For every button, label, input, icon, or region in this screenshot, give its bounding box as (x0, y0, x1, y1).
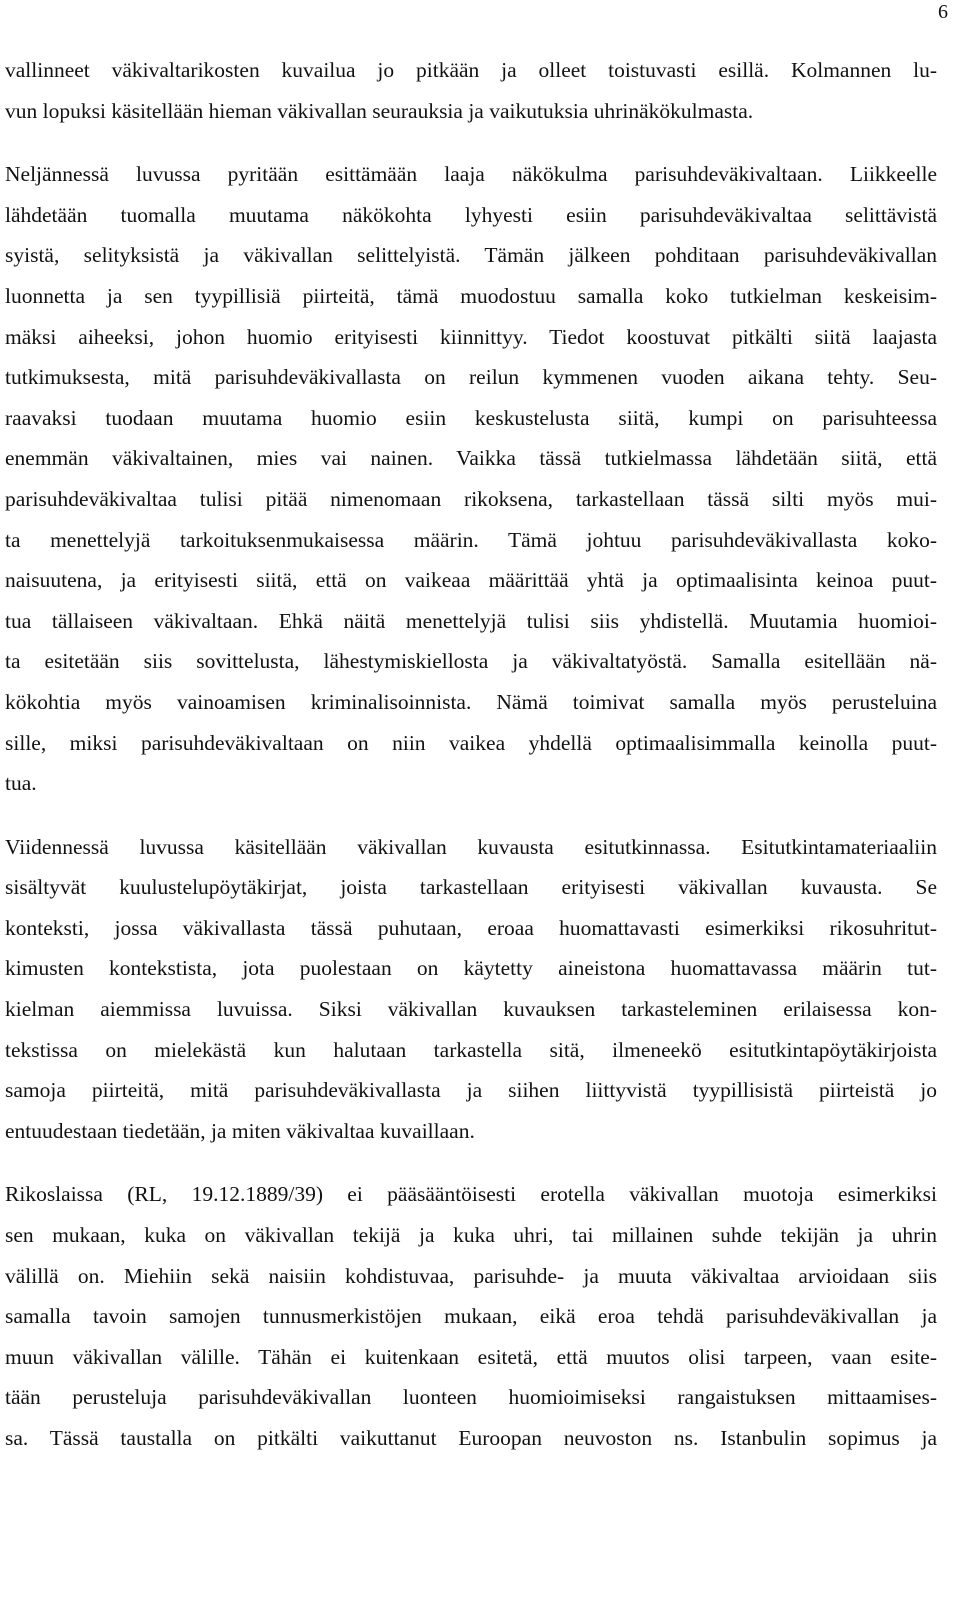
text-line: ta esitetään siis sovittelusta, lähestymiskiellosta ja väkivaltatyöstä. Samalla esitellään nä- (5, 649, 937, 674)
text-line: konteksti, jossa väkivallasta tässä puhutaan, eroaa huomattavasti esimerkiksi rikosuhritut- (5, 915, 937, 940)
text-line: tään perusteluja parisuhdeväkivallan luonteen huomioimiseksi rangaistuksen mittaamises- (5, 1385, 937, 1410)
paragraph-gap (5, 1151, 937, 1174)
text-line: raavaksi tuodaan muutama huomio esiin keskustelusta siitä, kumpi on parisuhteessa (5, 405, 937, 430)
text-line: kökohtia myös vainoamisen kriminalisoinnista. Nämä toimivat samalla myös perusteluina (5, 689, 937, 714)
text-line: kimusten kontekstista, jota puolestaan on käytetty aineistona huomattavassa määrin tut- (5, 956, 937, 981)
document-body (5, 50, 937, 1459)
paragraph (5, 1174, 937, 1458)
text-line: Neljännessä luvussa pyritään esittämään laaja näkökulma parisuhdeväkivaltaan. Liikkeelle (5, 162, 937, 187)
paragraph (5, 827, 937, 1152)
paragraph (5, 154, 937, 804)
text-line: enemmän väkivaltainen, mies vai nainen. Vaikka tässä tutkielmassa lähdetään siitä, että (5, 446, 937, 471)
text-line: mäksi aiheeksi, johon huomio erityisesti kiinnittyy. Tiedot koostuvat pitkälti siitä laajasta (5, 324, 937, 349)
text-line: muun väkivallan välille. Tähän ei kuitenkaan esitetä, että muutos olisi tarpeen, vaan esite- (5, 1344, 937, 1369)
text-line: sille, miksi parisuhdeväkivaltaan on niin vaikea yhdellä optimaalisimmalla keinolla puut- (5, 730, 937, 755)
text-line: Viidennessä luvussa käsitellään väkivallan kuvausta esitutkinnassa. Esitutkintamateriaaliin (5, 834, 937, 859)
text-line: tua. (5, 771, 37, 796)
text-line: tua tällaiseen väkivaltaan. Ehkä näitä menettelyjä tulisi siis yhdistellä. Muutamia huomioi- (5, 608, 937, 633)
text-line: luonnetta ja sen tyypillisiä piirteitä, tämä muodostuu samalla koko tutkielman keskeisim- (5, 283, 937, 308)
text-line: vallinneet väkivaltarikosten kuvailua jo pitkään ja olleet toistuvasti esillä. Kolmannen lu- (5, 58, 937, 82)
text-line: samalla tavoin samojen tunnusmerkistöjen mukaan, eikä eroa tehdä parisuhdeväkivallan ja (5, 1304, 937, 1329)
text-line: sisältyvät kuulustelupöytäkirjat, joista tarkastellaan erityisesti väkivallan kuvausta. Se (5, 875, 937, 900)
text-line: ta menettelyjä tarkoituksenmukaisessa määrin. Tämä johtuu parisuhdeväkivallasta koko- (5, 527, 937, 552)
text-line: Rikoslaissa (RL, 19.12.1889/39) ei pääsääntöisesti erotella väkivallan muotoja esimerkiksi (5, 1182, 937, 1207)
text-line: tekstissa on mielekästä kun halutaan tarkastella sitä, ilmeneekö esitutkintapöytäkirjoista (5, 1037, 937, 1062)
text-line: parisuhdeväkivaltaa tulisi pitää nimenomaan rikoksena, tarkastellaan tässä silti myös mui- (5, 486, 937, 511)
text-line: syistä, selityksistä ja väkivallan selittelyistä. Tämän jälkeen pohditaan parisuhdeväkivallan (5, 243, 937, 268)
page-number: 6 (938, 1, 948, 23)
text-line: entuudestaan tiedetään, ja miten väkivaltaa kuvaillaan. (5, 1118, 475, 1143)
text-line: samoja piirteitä, mitä parisuhdeväkivallasta ja siihen liittyvistä tyypillisistä piirteistä jo (5, 1078, 937, 1103)
text-line: lähdetään tuomalla muutama näkökohta lyhyesti esiin parisuhdeväkivaltaa selittävistä (5, 202, 937, 227)
paragraph-gap (5, 131, 937, 154)
text-line: välillä on. Miehiin sekä naisiin kohdistuvaa, parisuhde- ja muuta väkivaltaa arvioidaan siis (5, 1263, 937, 1288)
paragraph (5, 50, 937, 131)
text-line: tutkimuksesta, mitä parisuhdeväkivallasta on reilun kymmenen vuoden aikana tehty. Seu- (5, 365, 937, 390)
paragraph-gap (5, 804, 937, 827)
text-line: sen mukaan, kuka on väkivallan tekijä ja kuka uhri, tai millainen suhde tekijän ja uhrin (5, 1223, 937, 1248)
text-line: sa. Tässä taustalla on pitkälti vaikuttanut Euroopan neuvoston ns. Istanbulin sopimus ja (5, 1426, 937, 1450)
text-line: vun lopuksi käsitellään hieman väkivallan seurauksia ja vaikutuksia uhrinäkökulmasta. (5, 98, 754, 123)
text-line: kielman aiemmissa luvuissa. Siksi väkivallan kuvauksen tarkasteleminen erilaisessa kon- (5, 997, 937, 1022)
text-line: naisuutena, ja erityisesti siitä, että on vaikeaa määrittää yhtä ja optimaalisinta keinoa puut- (5, 568, 937, 593)
